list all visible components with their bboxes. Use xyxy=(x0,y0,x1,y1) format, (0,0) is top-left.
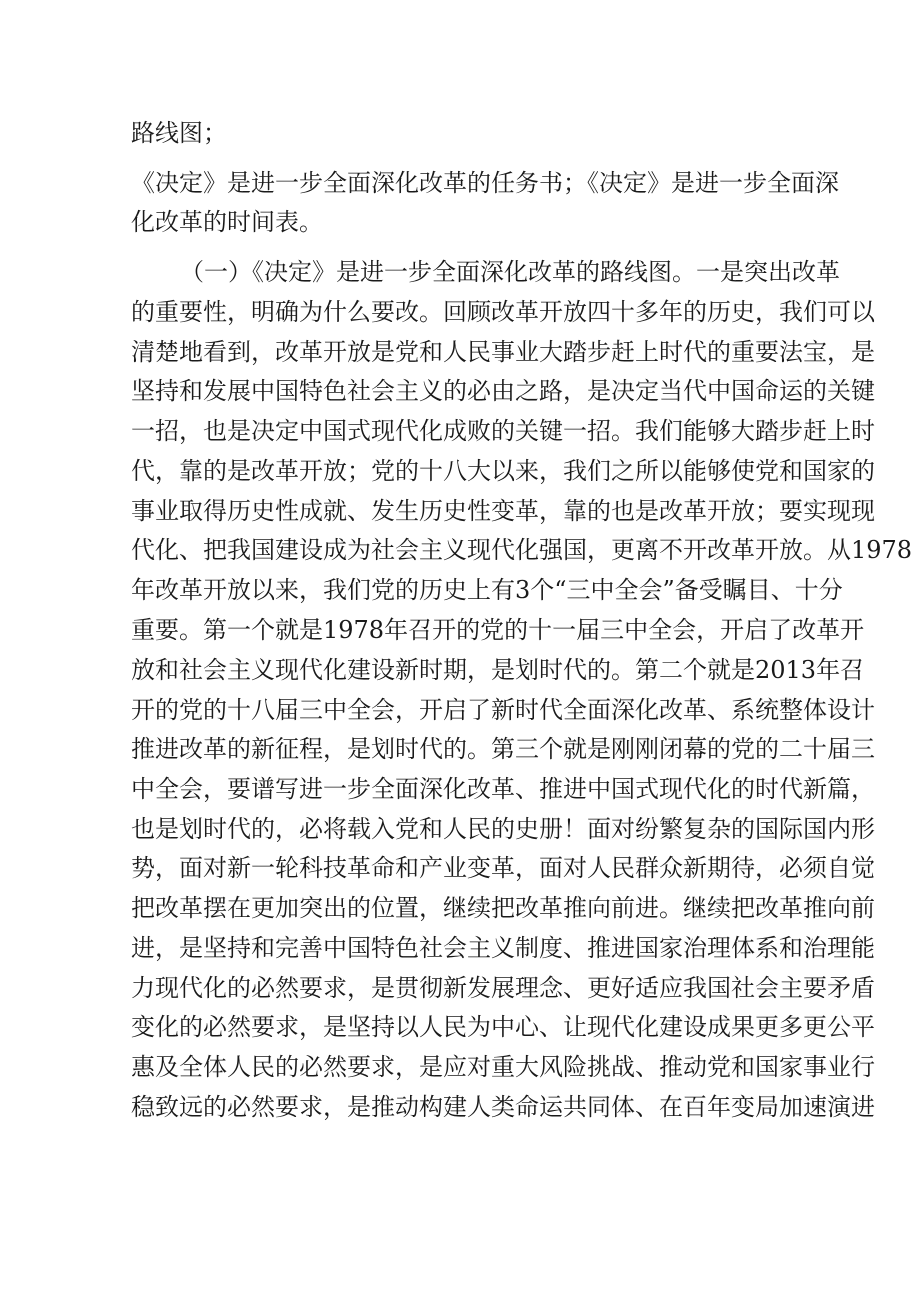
text-line: 代，靠的是改革开放；党的十八大以来，我们之所以能够使党和国家的 xyxy=(131,457,875,485)
text-line: 开的党的十八届三中全会，开启了新时代全面深化改革、系统整体设计 xyxy=(131,696,875,724)
text-line: 化改革的时间表。 xyxy=(131,208,323,236)
text-line: 也是划时代的，必将载入党和人民的史册！面对纷繁复杂的国际国内形 xyxy=(131,815,875,843)
text-line: 进，是坚持和完善中国特色社会主义制度、推进国家治理体系和治理能 xyxy=(131,934,875,962)
text-line: 变化的必然要求，是坚持以人民为中心、让现代化建设成果更多更公平 xyxy=(131,1013,875,1041)
text-line: 把改革摆在更加突出的位置，继续把改革推向前进。继续把改革推向前 xyxy=(131,894,875,922)
text-line: 放和社会主义现代化建设新时期，是划时代的。第二个就是2013年召 xyxy=(131,656,865,684)
text-line: 势，面对新一轮科技革命和产业变革，面对人民群众新期待，必须自觉 xyxy=(131,854,875,882)
text-line: 重要。第一个就是1978年召开的党的十一届三中全会，开启了改革开 xyxy=(131,616,865,644)
text-line: 《决定》是进一步全面深化改革的任务书；《决定》是进一步全面深 xyxy=(131,169,839,197)
text-line: 事业取得历史性成就、发生历史性变革，靠的也是改革开放；要实现现 xyxy=(131,497,875,525)
text-line: 力现代化的必然要求，是贯彻新发展理念、更好适应我国社会主要矛盾 xyxy=(131,974,875,1002)
text-line: 中全会，要谱写进一步全面深化改革、推进中国式现代化的时代新篇， xyxy=(131,775,875,803)
text-line: 年改革开放以来，我们党的历史上有3个“三中全会”备受瞩目、十分 xyxy=(131,576,843,604)
text-line: 稳致远的必然要求，是推动构建人类命运共同体、在百年变局加速演进 xyxy=(131,1093,875,1121)
text-line: 路线图； xyxy=(131,119,227,147)
text-line: 坚持和发展中国特色社会主义的必由之路，是决定当代中国命运的关键 xyxy=(131,377,875,405)
text-line: 一招，也是决定中国式现代化成败的关键一招。我们能够大踏步赶上时 xyxy=(131,417,875,445)
text-line: 的重要性，明确为什么要改。回顾改革开放四十多年的历史，我们可以 xyxy=(131,298,875,326)
text-line: 推进改革的新征程，是划时代的。第三个就是刚刚闭幕的党的二十届三 xyxy=(131,735,875,763)
paragraph-first-line: （一）《决定》是进一步全面深化改革的路线图。一是突出改革 xyxy=(180,258,840,286)
text-line: 惠及全体人民的必然要求，是应对重大风险挑战、推动党和国家事业行 xyxy=(131,1053,875,1081)
text-line: 代化、把我国建设成为社会主义现代化强国，更离不开改革开放。从1978 xyxy=(131,536,913,564)
text-line: 清楚地看到，改革开放是党和人民事业大踏步赶上时代的重要法宝，是 xyxy=(131,338,875,366)
